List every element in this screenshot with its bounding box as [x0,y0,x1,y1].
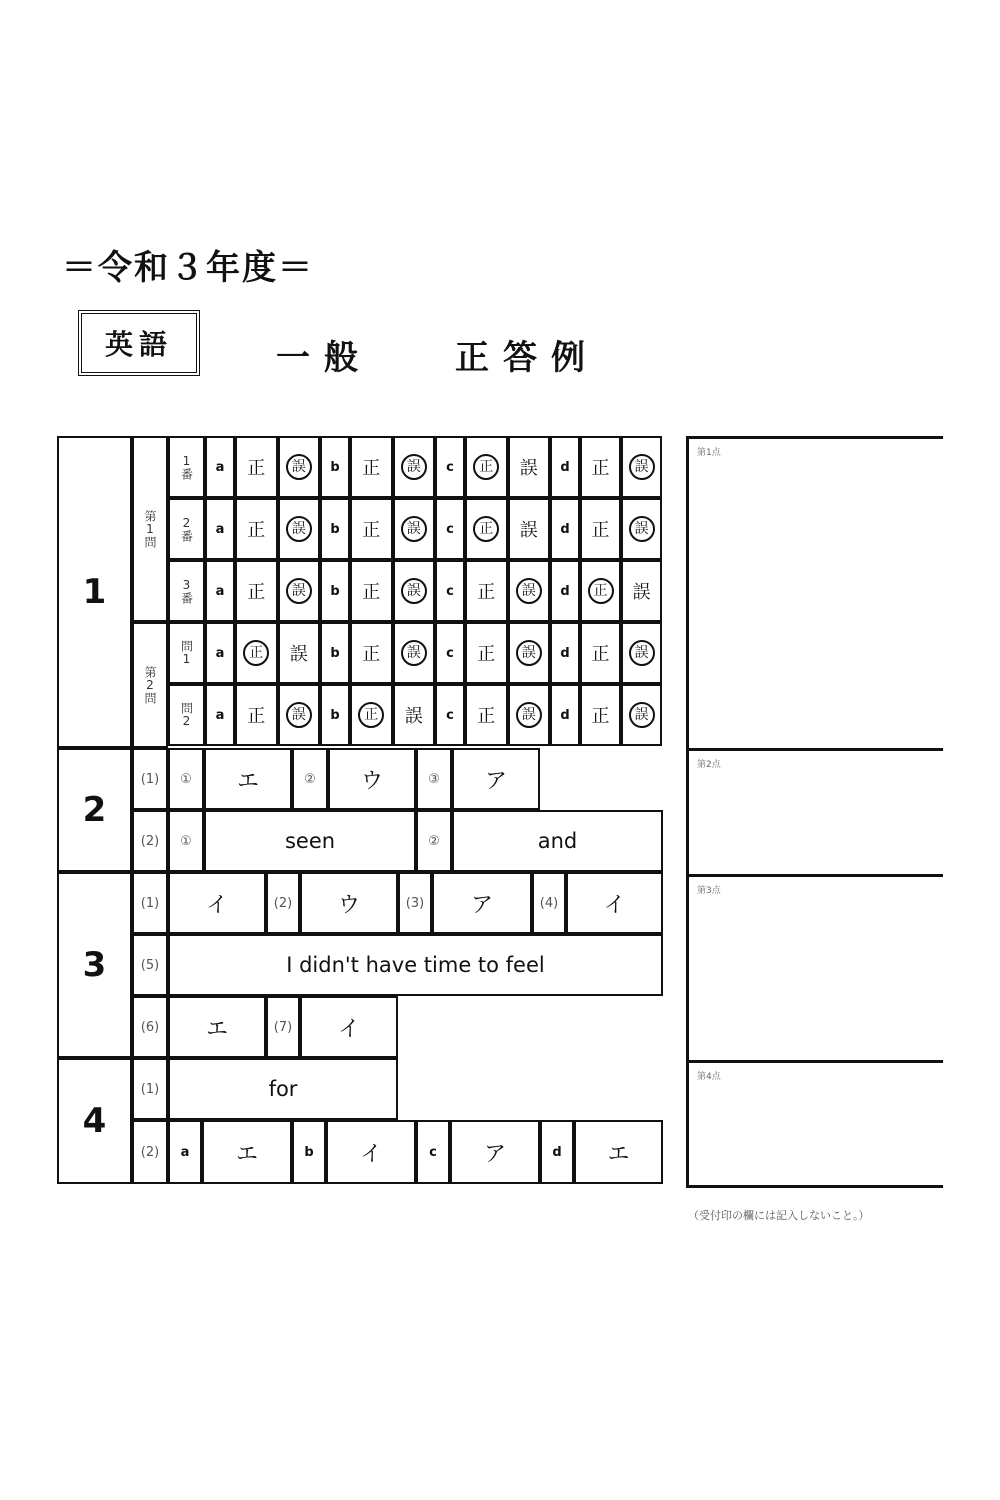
q1-false-mark [278,436,321,498]
q1-true-mark [465,498,508,560]
q2-p1-c3: ③ [416,748,452,810]
q3-a6: エ [168,996,266,1058]
q1-false-text: 誤 [286,454,312,480]
q1-false-mark [508,436,551,498]
q1-true-text: 正 [591,644,610,665]
q1-false-mark [621,498,662,560]
q1-true-mark [465,684,508,746]
q1-true-text: 正 [588,578,614,604]
q1-true-text: 正 [473,454,499,480]
q1-true-text: 正 [243,640,269,666]
q4-a-answer: エ [202,1120,292,1184]
q4-d-answer: エ [574,1120,663,1184]
q1-true-mark [235,684,278,746]
q4-l1: (1) [132,1058,168,1120]
q4-d-letter: d [540,1120,574,1184]
q1-letter: a [205,498,235,560]
q1-false-mark [621,436,662,498]
q1-letter: a [205,436,235,498]
q1-letter: a [205,684,235,746]
q4-a1: for [168,1058,398,1120]
q1-false-mark [393,498,436,560]
score-box-1-label: 第1点 [697,448,721,458]
q1-false-text: 誤 [629,516,655,542]
q3-l1: (1) [132,872,168,934]
q1-letter: c [435,622,465,684]
q1-true-mark [235,622,278,684]
q1-false-mark [278,684,321,746]
q1-false-text: 誤 [401,516,427,542]
q4-b-answer: イ [326,1120,416,1184]
q1-letter: c [435,436,465,498]
q1-false-mark [278,622,321,684]
q3-l4: (4) [532,872,566,934]
q1-letter: d [550,622,580,684]
q2-p2-c2: ② [416,810,452,872]
score-box-4 [686,1060,943,1188]
q3-l7: (7) [266,996,300,1058]
q1-false-mark [278,560,321,622]
q1-false-mark [393,560,436,622]
q1-false-text: 誤 [286,702,312,728]
q1-false-text: 誤 [401,454,427,480]
q3-l5: (5) [132,934,168,996]
q4-a-letter: a [168,1120,202,1184]
q1-true-text: 正 [362,644,381,665]
q1-true-mark [235,498,278,560]
q1-true-text: 正 [247,706,266,727]
q1-true-text: 正 [358,702,384,728]
q1-letter: d [550,498,580,560]
q1-false-text: 誤 [516,640,542,666]
q2-p1-c1: ① [168,748,204,810]
q3-a7: イ [300,996,398,1058]
q1-false-text: 誤 [286,516,312,542]
q1-false-mark [621,684,662,746]
q1-false-mark [393,684,436,746]
q1-true-text: 正 [591,458,610,479]
q2-p1-a2: ウ [328,748,416,810]
q1-row-label: 問1 [168,622,205,684]
q3-number: 3 [57,872,132,1058]
q1-true-mark [465,622,508,684]
q1-letter: b [320,622,350,684]
q1-letter: c [435,498,465,560]
q1-false-mark [508,622,551,684]
q1-true-mark [580,498,621,560]
q1-true-text: 正 [473,516,499,542]
q1-true-mark [350,436,393,498]
score-box-3 [686,874,943,1060]
q1-false-mark [508,498,551,560]
score-box-4-label: 第4点 [697,1072,721,1082]
q3-a5: I didn't have time to feel [168,934,663,996]
q3-a1: イ [168,872,266,934]
q4-c-letter: c [416,1120,450,1184]
q3-a2: ウ [300,872,398,934]
q1-true-text: 正 [477,706,496,727]
q2-p1-label: (1) [132,748,168,810]
q4-number: 4 [57,1058,132,1184]
q1-true-mark [580,684,621,746]
q1-false-mark [278,498,321,560]
q1-false-mark [393,436,436,498]
q3-l2: (2) [266,872,300,934]
score-box-1 [686,436,943,748]
q1-false-mark [621,622,662,684]
q1-true-mark [350,622,393,684]
q3-l3: (3) [398,872,432,934]
q1-true-text: 正 [591,520,610,541]
q1-false-mark [393,622,436,684]
q2-p1-a1: エ [204,748,292,810]
q1-part2-label: 第2問 [132,622,168,748]
q1-letter: a [205,560,235,622]
q1-letter: b [320,684,350,746]
category-label: 一般 [276,338,372,378]
q1-true-text: 正 [362,520,381,541]
q1-row-label: 問2 [168,684,205,746]
q1-false-text: 誤 [516,578,542,604]
q1-false-mark [508,560,551,622]
q1-letter: d [550,560,580,622]
q1-true-text: 正 [477,582,496,603]
q3-l6: (6) [132,996,168,1058]
q1-letter: c [435,684,465,746]
q1-letter: b [320,498,350,560]
q1-true-mark [465,560,508,622]
q2-number: 2 [57,748,132,872]
q1-true-text: 正 [247,582,266,603]
q4-b-letter: b [292,1120,326,1184]
q1-true-text: 正 [247,520,266,541]
q3-a4: イ [566,872,663,934]
q1-row-label: 3番 [168,560,205,622]
q1-letter: a [205,622,235,684]
q1-false-text: 誤 [404,706,423,727]
q1-letter: b [320,436,350,498]
q1-letter: c [435,560,465,622]
q2-p1-a3: ア [452,748,540,810]
q4-c-answer: ア [450,1120,540,1184]
q1-false-text: 誤 [516,702,542,728]
q1-number: 1 [57,436,132,748]
q2-p2-a2: and [452,810,663,872]
q1-true-text: 正 [362,458,381,479]
q2-p1-c2: ② [292,748,328,810]
q4-l2: (2) [132,1120,168,1184]
q1-part1-label: 第1問 [132,436,168,622]
q1-true-text: 正 [477,644,496,665]
q1-true-mark [580,622,621,684]
q1-letter: d [550,684,580,746]
q1-true-mark [235,436,278,498]
q3-a3: ア [432,872,532,934]
score-box-2 [686,748,943,874]
q1-false-text: 誤 [401,640,427,666]
q1-true-mark [465,436,508,498]
q1-true-mark [350,498,393,560]
q1-false-text: 誤 [286,578,312,604]
q1-true-mark [580,436,621,498]
footer-note: （受付印の欄には記入しないこと。） [688,1209,870,1222]
score-box-2-label: 第2点 [697,760,721,770]
q1-true-mark [350,560,393,622]
q1-false-text: 誤 [632,582,651,603]
q1-row-label: 2番 [168,498,205,560]
q1-false-text: 誤 [289,644,308,665]
answer-key-title: 正答例 [455,338,599,378]
q1-false-text: 誤 [401,578,427,604]
q1-false-text: 誤 [519,458,538,479]
q1-false-mark [508,684,551,746]
q1-letter: d [550,436,580,498]
q1-false-text: 誤 [629,702,655,728]
q2-p2-c1: ① [168,810,204,872]
q1-true-text: 正 [591,706,610,727]
era-title: ＝令和３年度＝ [62,248,314,288]
subject-box: 英語 [78,310,200,376]
q1-true-mark [235,560,278,622]
q1-false-text: 誤 [629,454,655,480]
q1-true-mark [580,560,621,622]
q2-p2-a1: seen [204,810,416,872]
q1-true-mark [350,684,393,746]
q1-false-text: 誤 [519,520,538,541]
q1-false-text: 誤 [629,640,655,666]
score-box-3-label: 第3点 [697,886,721,896]
q1-letter: b [320,560,350,622]
q1-row-label: 1番 [168,436,205,498]
q2-p2-label: (2) [132,810,168,872]
q1-false-mark [621,560,662,622]
q1-true-text: 正 [362,582,381,603]
q1-true-text: 正 [247,458,266,479]
